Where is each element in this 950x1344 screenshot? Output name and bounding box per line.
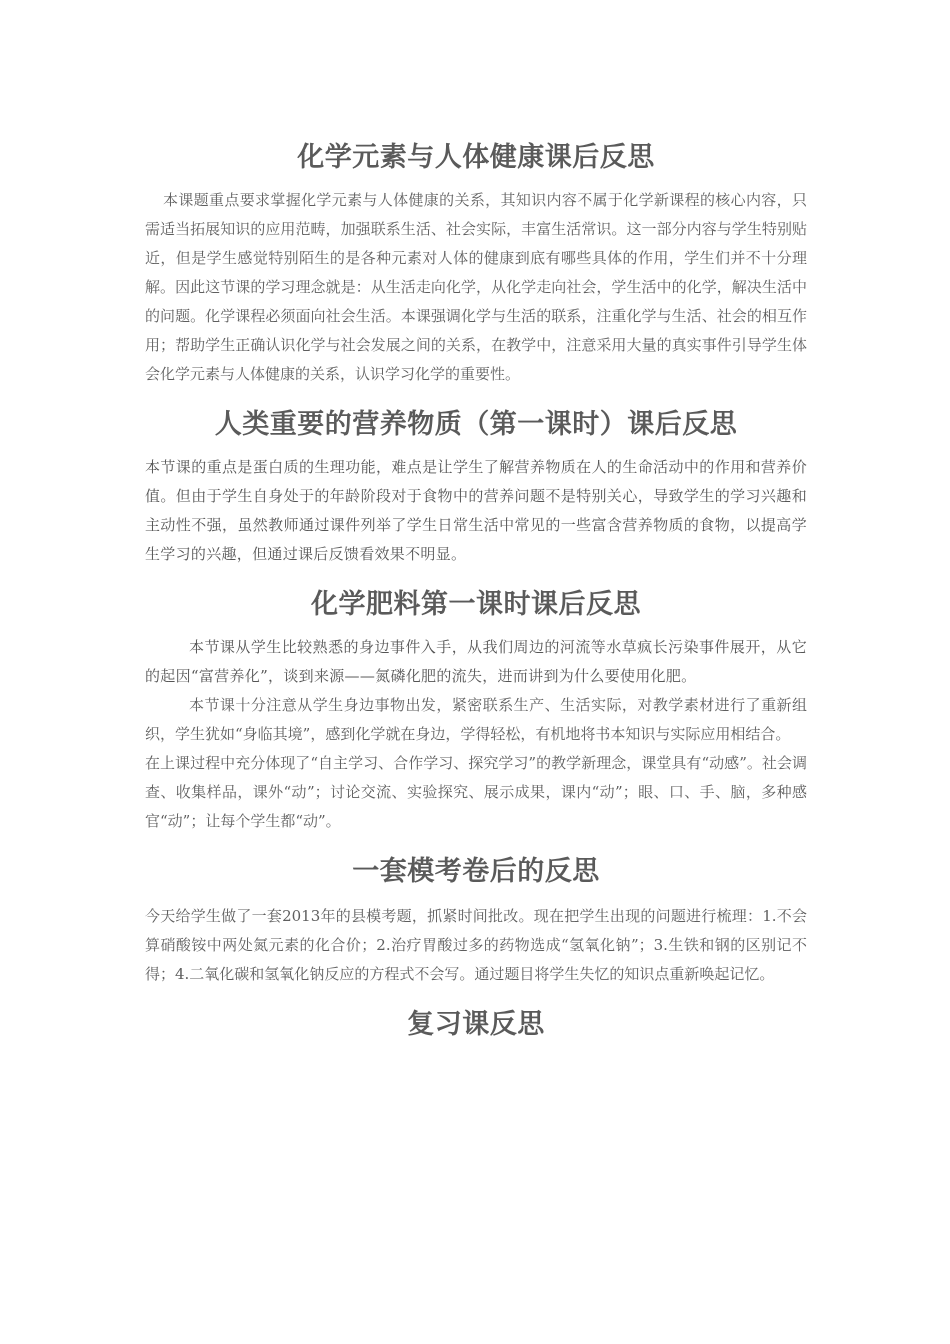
section-title-mock-exam: 一套模考卷后的反思 [352,856,600,887]
section-paragraph: 本节课从学生比较熟悉的身边事件入手，从我们周边的河流等水草疯长污染事件展开，从它的起因“富营养化”，谈到来源——氮磷化肥的流失，进而讲到为什么要使用化肥。 [145,638,807,685]
section-paragraph: 在上课过程中充分体现了“自主学习、合作学习、探究学习”的教学新理念，课堂具有“动感”。社会调查、收集样品，课外“动”；讨论交流、实验探究、展示成果，课内“动”；眼、口、手、脑，多种感官“动”；让每个学生都“动”。 [145,754,807,830]
section-paragraph: 本课题重点要求掌握化学元素与人体健康的关系，其知识内容不属于化学新课程的核心内容，只需适当拓展知识的应用范畴，加强联系生活、社会实际，丰富生活常识。这一部分内容与学生特别贴近，但是学生感觉特别陌生的是各种元素对人体的健康到底有哪些具体的作用，学生们并不十分理解。因此这节课的学习理念就是：从生活走向化学，从化学走向社会，学生活中的化学，解决生活中的问题。化学课程必须面向社会生活。本课强调化学与生活的联系，注重化学与生活、社会的相互作用；帮助学生正确认识化学与社会发展之间的关系，在教学中，注意采用大量的真实事件引导学生体会化学元素与人体健康的关系，认识学习化学的重要性。 [145,191,807,383]
section-title-review-class: 复习课反思 [407,1009,545,1040]
section-paragraph: 本节课的重点是蛋白质的生理功能，难点是让学生了解营养物质在人的生命活动中的作用和营养价值。但由于学生自身处于的年龄阶段对于食物中的营养问题不是特别关心，导致学生的学习兴趣和主动性不强，虽然教师通过课件列举了学生日常生活中常见的一些富含营养物质的食物，以提高学生学习的兴趣，但通过课后反馈看效果不明显。 [145,458,807,563]
section-title-nutrients: 人类重要的营养物质（第一课时）课后反思 [214,409,738,440]
document-page [145,130,807,1045]
section-title-fertilizer: 化学肥料第一课时课后反思 [311,589,641,620]
section-paragraph: 今天给学生做了一套2013年的县模考题，抓紧时间批改。现在把学生出现的问题进行梳理：1.不会算硝酸铵中两处氮元素的化合价；2.治疗胃酸过多的药物选成“氢氧化钠”；3.生铁和钢的区别记不得；4.二氧化碳和氢氧化钠反应的方程式不会写。通过题目将学生失忆的知识点重新唤起记忆。 [145,907,807,983]
section-paragraph: 本节课十分注意从学生身边事物出发，紧密联系生产、生活实际，对教学素材进行了重新组织，学生犹如“身临其境”，感到化学就在身边，学得轻松，有机地将书本知识与实际应用相结合。 [145,696,807,743]
section-title-elements-health: 化学元素与人体健康课后反思 [297,142,655,173]
